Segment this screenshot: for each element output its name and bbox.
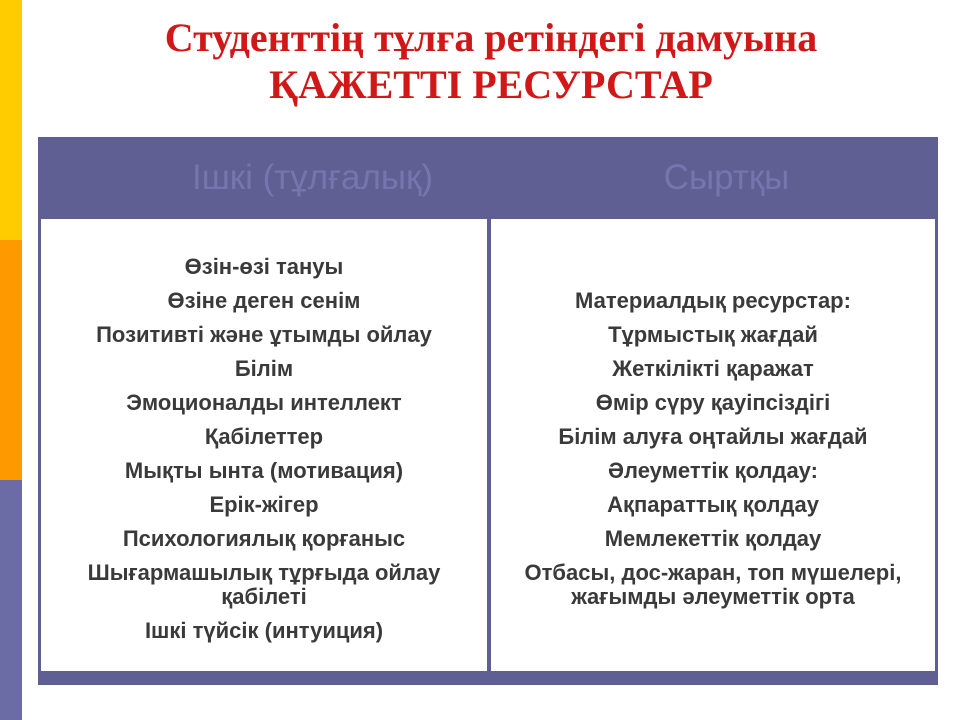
- external-resource-item: Отбасы, дос-жаран, топ мүшелері, жағымды әлеуметтік орта: [524, 560, 902, 609]
- accent-stripe-purple: [0, 480, 22, 720]
- external-resource-item: Әлеуметтік қолдау:: [608, 458, 818, 483]
- accent-stripe: [0, 0, 22, 720]
- accent-stripe-orange: [0, 240, 22, 480]
- external-resource-item: Жеткілікті қаражат: [612, 356, 814, 381]
- accent-stripe-yellow: [0, 0, 22, 240]
- external-resources-cell: [491, 219, 935, 671]
- table-header-row: [38, 137, 938, 219]
- internal-resource-item: Ерік-жігер: [209, 492, 319, 517]
- slide-title: [22, 14, 960, 108]
- header-internal: Ішкі (тұлғалық): [191, 158, 433, 197]
- external-resource-item: Өмір сүру қауіпсіздігі: [595, 390, 831, 415]
- external-resource-item: Тұрмыстық жағдай: [608, 322, 818, 347]
- resources-table: [38, 137, 938, 685]
- external-resource-item: Материалдық ресурстар:: [575, 288, 851, 313]
- internal-resource-item: Өзіне деген сенім: [167, 288, 361, 313]
- internal-resources-cell: [41, 219, 487, 671]
- internal-resource-item: Психологиялық қорғаныс: [122, 526, 406, 551]
- slide-title-line-1: Студенттің тұлға ретіндегі дамуына: [164, 15, 818, 60]
- internal-resource-item: Қабілеттер: [204, 424, 324, 449]
- external-resource-item: Білім алуға оңтайлы жағдай: [558, 424, 868, 449]
- internal-resource-item: Мықты ынта (мотивация): [124, 458, 404, 483]
- external-resource-item: Мемлекеттік қолдау: [604, 526, 822, 551]
- internal-resource-item: Білім: [234, 356, 294, 381]
- slide-title-line-2: ҚАЖЕТТІ РЕСУРСТАР: [269, 62, 713, 107]
- header-external: Сыртқы: [663, 158, 790, 197]
- internal-resource-item: Шығармашылық тұрғыда ойлау қабілеті: [87, 560, 441, 609]
- internal-resource-item: Эмоционалды интеллект: [126, 390, 402, 415]
- internal-resource-item: Ішкі түйсік (интуиция): [144, 618, 384, 643]
- internal-resource-item: Позитивті және ұтымды ойлау: [96, 322, 432, 347]
- internal-resource-item: Өзін-өзі тануы: [184, 254, 344, 279]
- external-resource-item: Ақпараттық қолдау: [607, 492, 819, 517]
